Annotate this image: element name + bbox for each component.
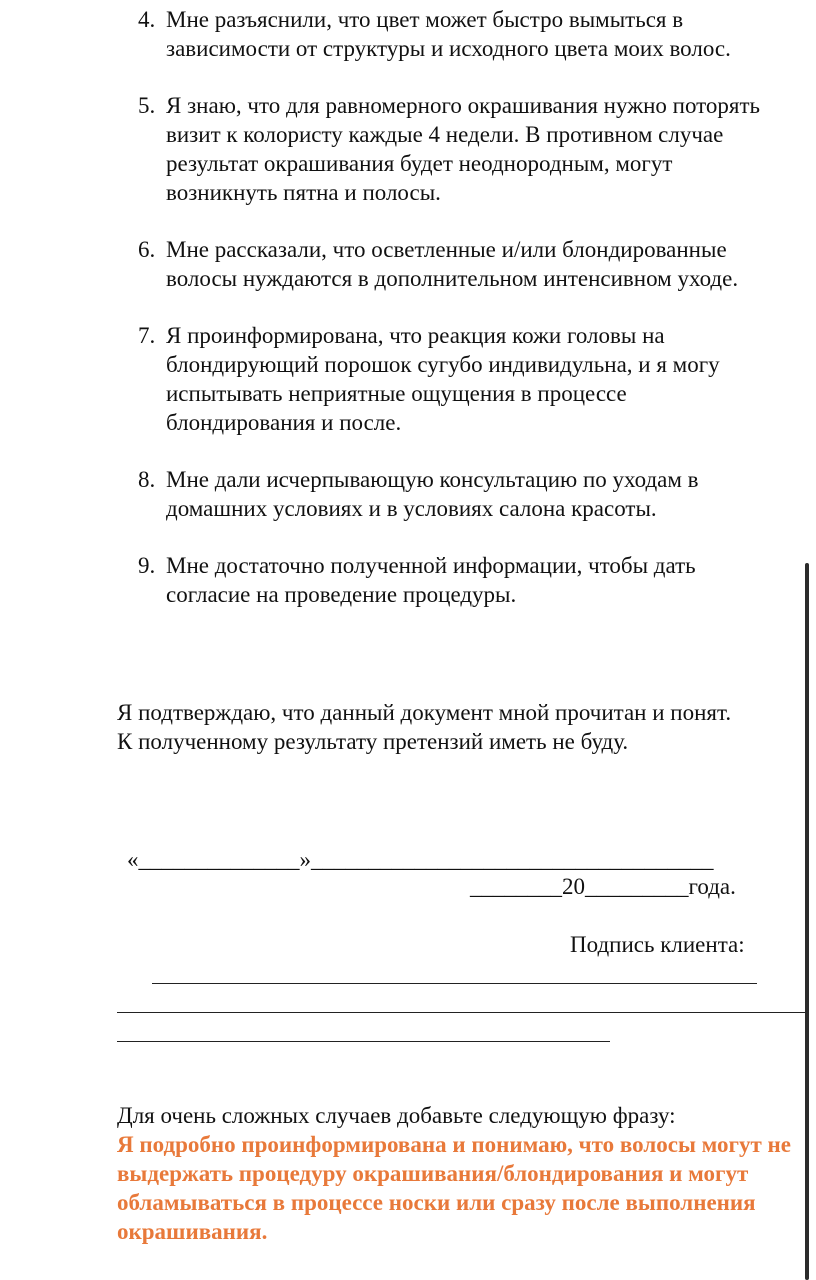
list-item [138,5,778,63]
list-item-text: Я проинформирована, что реакция кожи головы на блондирующий порошок сугубо индивидульна, и я могу испытывать неприятные ощущения в процессе блондирования и после. [166,323,720,435]
complex-case-note [117,1101,812,1246]
client-signature-label: Подпись клиента: [570,932,745,957]
list-item-text: Мне достаточно полученной информации, чтобы дать согласие на проведение процедуры. [166,553,696,607]
list-item-text: Мне рассказали, что осветленные и/или блондированные волосы нуждаются в дополнительном интенсивном уходе. [166,237,739,291]
list-item-number: 9. [138,553,156,578]
note-intro: Для очень сложных случаев добавьте следующую фразу: [117,1103,676,1128]
list-item [138,465,778,523]
list-item [138,321,778,437]
list-item-number: 6. [138,237,156,262]
list-item-number: 4. [138,7,156,32]
list-item-text: Я знаю, что для равномерного окрашивания нужно поторять визит к колористу каждые 4 недели. В противном случае результат окрашивания будет неоднородным, могут возникнуть пятна и полосы. [166,93,761,205]
list-item-number: 8. [138,467,156,492]
list-item-number: 5. [138,93,156,118]
list-item-number: 7. [138,323,156,348]
year-field: ________20_________года. [470,874,736,899]
list-item [138,551,778,609]
signature-line [117,1012,809,1013]
confirmation-line-no-claims: К полученному результату претензий иметь не буду. [117,729,629,754]
date-field: «______________»___________________________________ [127,847,714,872]
list-item [138,235,778,293]
list-item-text: Мне дали исчерпывающую консультацию по уходам в домашних условиях и в условиях салона красоты. [166,467,699,521]
vertical-scrollbar[interactable] [805,563,809,1280]
signature-line [117,1041,610,1042]
signature-line [152,983,757,984]
list-item [138,91,778,207]
list-item-text: Мне разъяснили, что цвет может быстро вымыться в зависимости от структуры и исходного цвета моих волос. [166,7,731,61]
note-warning: Я подробно проинформирована и понимаю, что волосы могут не выдержать процедуру окрашивания/блондирования и могут обламываться в процессе носки или сразу после выполнения окрашивания. [117,1132,791,1244]
consent-list [138,5,778,637]
confirmation-statement [117,698,757,756]
confirmation-line-read: Я подтверждаю, что данный документ мной прочитан и понят. [117,700,732,725]
